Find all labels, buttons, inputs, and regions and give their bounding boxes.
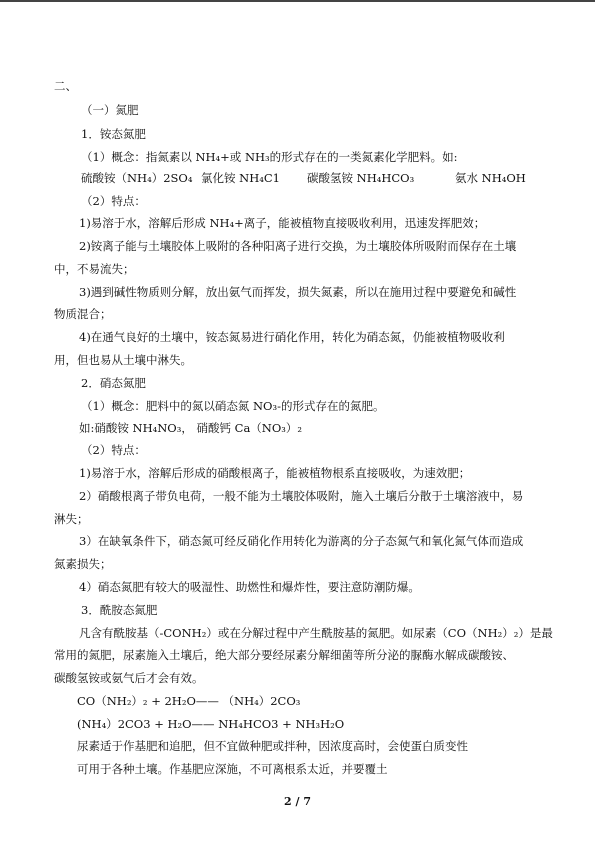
nitrate-concept: （1）概念：肥料中的氮以硝态氮 NO₃-的形式存在的氮肥。 (81, 399, 385, 413)
amide-note-line: 尿素适于作基肥和追肥，但不宜做种肥或拌种，因浓度高时，会使蛋白质变性 (77, 739, 468, 753)
ammonium-feature-line: 物质混合； (54, 307, 112, 321)
nitrate-feature-line: 淋失； (54, 512, 89, 526)
ammonium-feature-line: 1)易溶于水，溶解后形成 NH₄+离子，能被植物直接吸收利用，迅速发挥肥效； (79, 216, 486, 230)
ammonium-heading: 1．铵态氮肥 (81, 127, 146, 141)
nitrate-examples: 如:硝酸铵 NH₄NO₃， 硝酸钙 Ca（NO₃）₂ (79, 421, 303, 435)
amide-heading: 3．酰胺态氮肥 (81, 603, 158, 617)
ammonium-feature-line: 2)铵离子能与土壤胶体上吸附的各种阳离子进行交换，为土壤胶体所吸附而保存在土壤 (79, 239, 517, 253)
hydrolysis-equation: (NH₄）2CO3 + H₂O—— NH₄HCO3 + NH₃H₂O (77, 717, 345, 731)
ammonium-feature-line: 3)遇到碱性物质则分解，放出氨气而挥发，损失氮素，所以在施用过程中要避免和碱性 (79, 285, 517, 299)
nitrate-feature-line: 2）硝酸根离子带负电荷，一般不能为土壤胶体吸附，施入土壤后分散于土壤溶液中，易 (79, 489, 524, 503)
ammonium-examples (81, 170, 571, 186)
nitrate-feature-line: 氮素损失； (54, 557, 112, 571)
section-number: 二、 (54, 79, 77, 93)
amide-intro-line: 碳酸氢铵或氨气后才会有效。 (54, 671, 204, 685)
nitrogen-heading: （一）氮肥 (81, 103, 139, 117)
amide-note-line: 可用于各种土壤。作基肥应深施，不可离根系太近，并要覆土 (77, 762, 388, 776)
hydrolysis-equation: CO（NH₂）₂ + 2H₂O—— （NH₄）2CO₃ (77, 694, 301, 708)
nitrate-features-heading: （2）特点： (81, 443, 146, 457)
ammonium-features-heading: （2）特点： (81, 194, 146, 208)
page-number: 2 / 7 (284, 795, 311, 808)
example-ammonia-water: 氨水 NH₄OH (455, 171, 526, 185)
nitrate-feature-line: 4）硝态氮肥有较大的吸湿性、助燃性和爆炸性，要注意防潮防爆。 (79, 580, 420, 594)
amide-intro-line: 常用的氮肥，尿素施入土壤后，绝大部分要经尿素分解细菌等所分泌的脲酶水解成碳酸铵、 (54, 648, 514, 662)
example-ammonium-chloride: 氯化铵 NH₄C1 (201, 171, 280, 185)
ammonium-feature-line: 中，不易流失； (54, 262, 135, 276)
ammonium-feature-line: 用，但也易从土壤中淋失。 (54, 353, 192, 367)
nitrate-heading: 2．硝态氮肥 (81, 376, 146, 390)
ammonium-feature-line: 4)在通气良好的土壤中，铵态氮易进行硝化作用，转化为硝态氮，仍能被植物吸收利 (79, 330, 505, 344)
example-ammonium-sulfate: 硫酸铵（NH₄）2SO₄ (81, 171, 193, 185)
amide-intro-line: 凡含有酰胺基（-CONH₂）或在分解过程中产生酰胺基的氮肥。如尿素（CO（NH₂）₂）是最 (79, 626, 553, 640)
nitrate-feature-line: 3）在缺氧条件下，硝态氮可经反硝化作用转化为游离的分子态氮气和氧化氮气体而造成 (79, 534, 524, 548)
nitrate-feature-line: 1)易溶于水，溶解后形成的硝酸根离子，能被植物根系直接吸收，为速效肥； (79, 466, 471, 480)
example-ammonium-bicarbonate: 碳酸氢铵 NH₄HCO₃ (307, 171, 415, 185)
ammonium-concept: （1）概念：指氮素以 NH₄+或 NH₃的形式存在的一类氮素化学肥料。如: (81, 150, 458, 164)
